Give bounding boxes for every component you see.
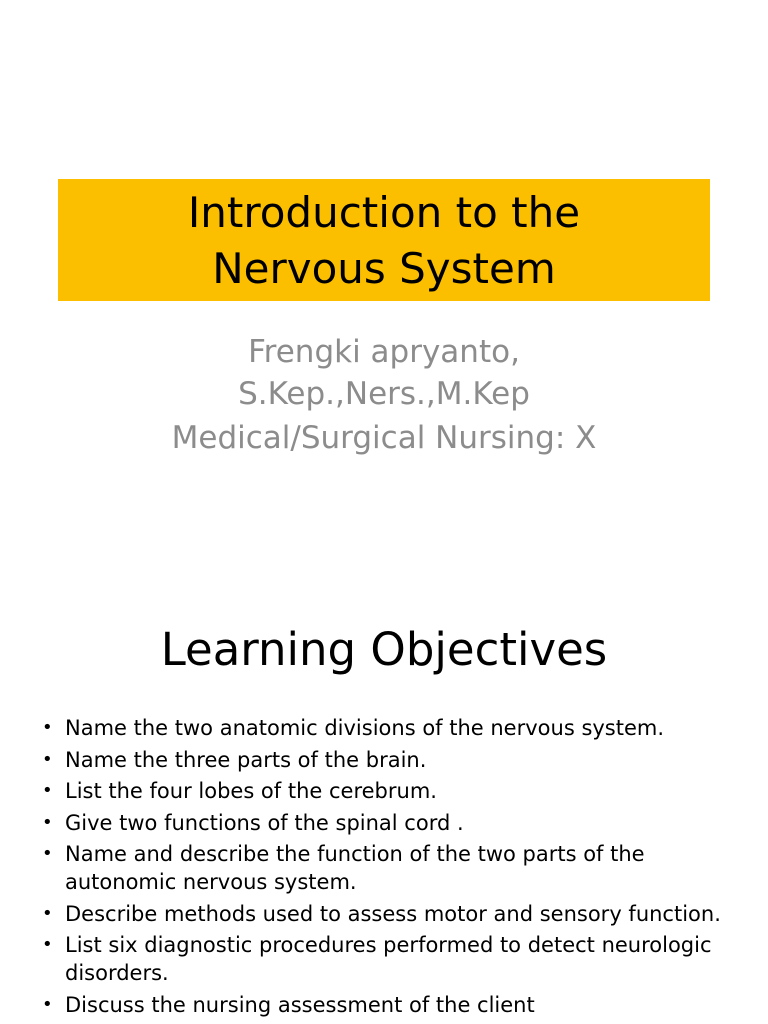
- course-name: Medical/Surgical Nursing: X: [171, 420, 597, 456]
- slide-title-line: Nervous System: [212, 244, 556, 293]
- title-band: [58, 179, 710, 301]
- objective-text: Name the two anatomic divisions of the nervous system.: [65, 716, 665, 740]
- list-item: [40, 900, 740, 928]
- slide-subtitle: [58, 331, 710, 459]
- list-item: [40, 931, 740, 987]
- objective-text: List the four lobes of the cerebrum.: [65, 779, 437, 803]
- list-item: [40, 840, 740, 896]
- objective-text: Name and describe the function of the two parts of the autonomic nervous system.: [65, 842, 645, 894]
- bullet-icon: •: [42, 902, 53, 924]
- slide-title: [188, 185, 580, 297]
- objective-text: Discuss the nursing assessment of the client: [65, 992, 535, 1017]
- bullet-icon: •: [42, 934, 53, 955]
- objectives-title: Learning Objectives: [160, 623, 608, 676]
- list-item: [40, 746, 740, 774]
- list-item: [40, 777, 740, 805]
- author-credentials: S.Kep.,Ners.,M.Kep: [238, 376, 530, 412]
- objective-text: Name the three parts of the brain.: [65, 747, 427, 772]
- author-name: Frengki apryanto,: [248, 334, 520, 370]
- objective-text: Describe methods used to assess motor and sensory function.: [65, 901, 721, 926]
- list-item: [40, 809, 740, 837]
- list-item: [40, 714, 740, 742]
- slide-title-line: Introduction to the: [187, 188, 581, 237]
- list-item: [40, 991, 740, 1019]
- objectives-list: [40, 714, 740, 1022]
- bullet-icon: •: [42, 843, 53, 864]
- objective-text: List six diagnostic procedures performed to detect neurologic disorders.: [65, 933, 712, 985]
- bullet-icon: •: [42, 717, 53, 738]
- bullet-icon: •: [42, 993, 53, 1015]
- bullet-icon: •: [42, 748, 53, 770]
- objectives-slide: [0, 576, 768, 1024]
- bullet-icon: •: [42, 780, 53, 801]
- objective-text: Give two functions of the spinal cord .: [65, 810, 464, 835]
- bullet-icon: •: [42, 811, 53, 833]
